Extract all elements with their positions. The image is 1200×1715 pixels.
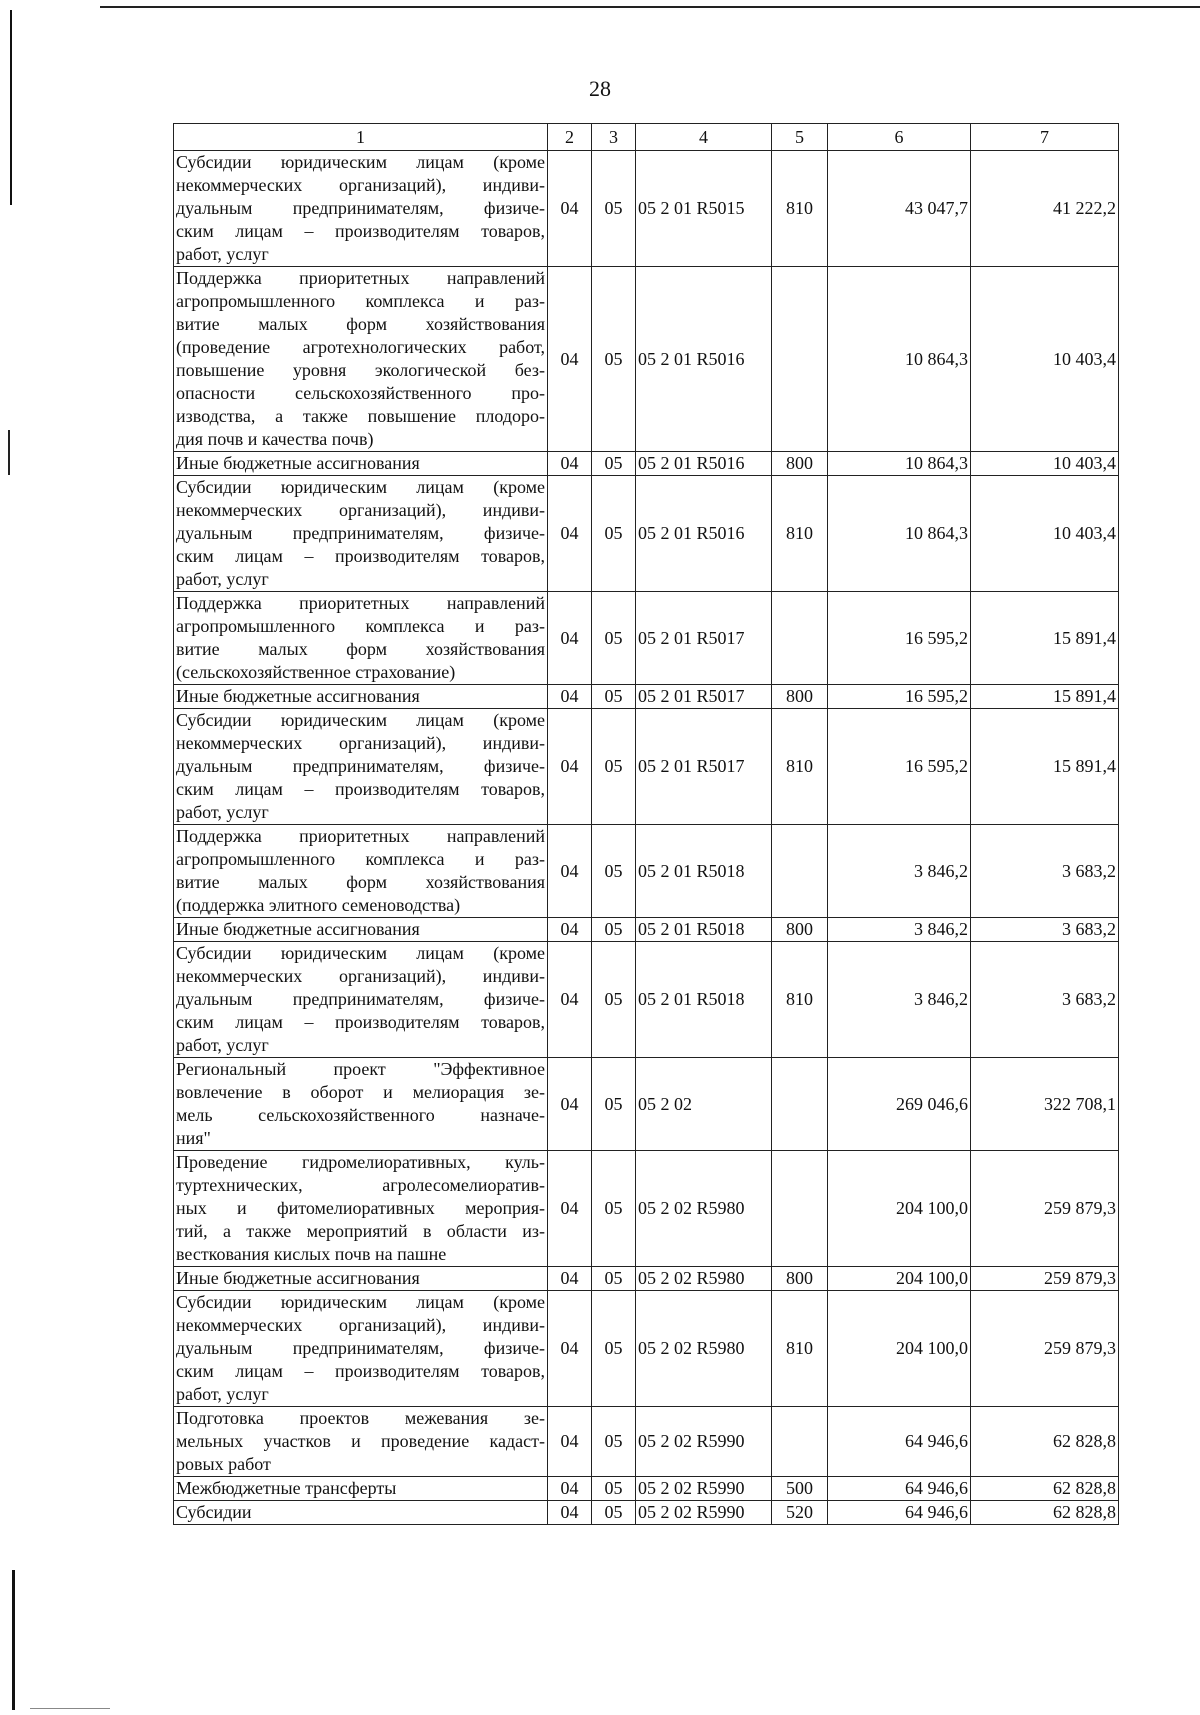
table-header-row <box>174 124 1119 151</box>
name-line: Субсидии юридическим лицам (кроме <box>176 477 545 497</box>
cell-amount-year-1: 204 100,0 <box>828 1291 971 1407</box>
cell-amount-year-1: 10 864,3 <box>828 452 971 476</box>
cell-name <box>174 942 548 1058</box>
cell-target-code: 05 2 02 R5980 <box>636 1151 772 1267</box>
cell-subsection: 05 <box>592 267 636 452</box>
name-line: Иные бюджетные ассигнования <box>176 686 420 706</box>
cell-amount-year-1: 64 946,6 <box>828 1407 971 1477</box>
cell-target-code: 05 2 01 R5018 <box>636 825 772 918</box>
cell-expense-type <box>772 267 828 452</box>
name-line: Субсидии <box>176 1502 252 1522</box>
cell-subsection: 05 <box>592 1058 636 1151</box>
name-line: дуальным предпринимателям, физиче- <box>176 756 545 776</box>
cell-subsection: 05 <box>592 709 636 825</box>
name-line: агропромышленного комплекса и раз- <box>176 849 545 869</box>
header-cell: 5 <box>772 124 828 151</box>
name-line: дия почв и качества почв) <box>176 429 374 449</box>
name-line: некоммерческих организаций), индиви- <box>176 500 545 520</box>
name-line: ским лицам – производителям товаров, <box>176 779 545 799</box>
table-row <box>174 685 1119 709</box>
cell-amount-year-2: 10 403,4 <box>971 452 1119 476</box>
cell-amount-year-2: 15 891,4 <box>971 685 1119 709</box>
cell-section: 04 <box>548 267 592 452</box>
table-row <box>174 1058 1119 1151</box>
cell-amount-year-2: 41 222,2 <box>971 151 1119 267</box>
name-line: Региональный проект "Эффективное <box>176 1059 545 1079</box>
name-line: Иные бюджетные ассигнования <box>176 453 420 473</box>
cell-expense-type: 810 <box>772 942 828 1058</box>
name-line: некоммерческих организаций), индиви- <box>176 1315 545 1335</box>
cell-amount-year-2: 259 879,3 <box>971 1267 1119 1291</box>
cell-amount-year-1: 269 046,6 <box>828 1058 971 1151</box>
cell-subsection: 05 <box>592 476 636 592</box>
name-line: (поддержка элитного семеноводства) <box>176 895 461 915</box>
cell-section: 04 <box>548 452 592 476</box>
cell-expense-type: 800 <box>772 1267 828 1291</box>
name-line: работ, услуг <box>176 569 269 589</box>
cell-expense-type <box>772 1151 828 1267</box>
name-line: дуальным предпринимателям, физиче- <box>176 989 545 1009</box>
scan-edge-mark <box>8 430 10 475</box>
cell-name <box>174 151 548 267</box>
header-cell: 2 <box>548 124 592 151</box>
cell-expense-type: 500 <box>772 1477 828 1501</box>
cell-expense-type: 810 <box>772 476 828 592</box>
cell-name <box>174 685 548 709</box>
table-row <box>174 476 1119 592</box>
cell-amount-year-2: 62 828,8 <box>971 1477 1119 1501</box>
name-line: некоммерческих организаций), индиви- <box>176 175 545 195</box>
name-line: Поддержка приоритетных направлений <box>176 826 545 846</box>
cell-name <box>174 709 548 825</box>
cell-name <box>174 1151 548 1267</box>
name-line: работ, услуг <box>176 244 269 264</box>
name-line: опасности сельскохозяйственного про- <box>176 383 545 403</box>
table-row <box>174 709 1119 825</box>
cell-section: 04 <box>548 1151 592 1267</box>
cell-section: 04 <box>548 1477 592 1501</box>
cell-target-code: 05 2 01 R5017 <box>636 592 772 685</box>
cell-amount-year-2: 259 879,3 <box>971 1291 1119 1407</box>
name-line: ским лицам – производителям товаров, <box>176 221 545 241</box>
name-line: Поддержка приоритетных направлений <box>176 268 545 288</box>
header-cell: 6 <box>828 124 971 151</box>
header-cell: 3 <box>592 124 636 151</box>
name-line: Иные бюджетные ассигнования <box>176 1268 420 1288</box>
cell-amount-year-2: 10 403,4 <box>971 267 1119 452</box>
page-number: 28 <box>589 76 611 101</box>
cell-subsection: 05 <box>592 1501 636 1525</box>
name-line: агропромышленного комплекса и раз- <box>176 616 545 636</box>
table-row <box>174 452 1119 476</box>
cell-amount-year-2: 3 683,2 <box>971 918 1119 942</box>
name-line: вовлечение в оборот и мелиорация зе- <box>176 1082 545 1102</box>
table-row <box>174 592 1119 685</box>
cell-subsection: 05 <box>592 1291 636 1407</box>
cell-amount-year-1: 3 846,2 <box>828 825 971 918</box>
cell-amount-year-2: 62 828,8 <box>971 1501 1119 1525</box>
name-line: ных и фитомелиоративных мероприя- <box>176 1198 545 1218</box>
cell-amount-year-2: 10 403,4 <box>971 476 1119 592</box>
name-line: (сельскохозяйственное страхование) <box>176 662 456 682</box>
table-row <box>174 267 1119 452</box>
cell-amount-year-1: 10 864,3 <box>828 476 971 592</box>
cell-section: 04 <box>548 1407 592 1477</box>
name-line: ским лицам – производителям товаров, <box>176 1361 545 1381</box>
name-line: работ, услуг <box>176 802 269 822</box>
cell-section: 04 <box>548 592 592 685</box>
cell-target-code: 05 2 01 R5016 <box>636 452 772 476</box>
cell-expense-type: 810 <box>772 709 828 825</box>
name-line: Подготовка проектов межевания зе- <box>176 1408 545 1428</box>
cell-expense-type: 810 <box>772 151 828 267</box>
name-line: изводства, а также повышение плодоро- <box>176 406 545 426</box>
table-row <box>174 1151 1119 1267</box>
cell-subsection: 05 <box>592 452 636 476</box>
name-line: дуальным предпринимателям, физиче- <box>176 198 545 218</box>
cell-expense-type <box>772 825 828 918</box>
cell-amount-year-1: 64 946,6 <box>828 1501 971 1525</box>
cell-subsection: 05 <box>592 685 636 709</box>
cell-name <box>174 918 548 942</box>
cell-amount-year-1: 3 846,2 <box>828 942 971 1058</box>
cell-section: 04 <box>548 1058 592 1151</box>
cell-amount-year-2: 259 879,3 <box>971 1151 1119 1267</box>
name-line: витие малых форм хозяйствования <box>176 314 545 334</box>
cell-name <box>174 452 548 476</box>
cell-amount-year-1: 16 595,2 <box>828 592 971 685</box>
cell-name <box>174 476 548 592</box>
cell-name <box>174 1291 548 1407</box>
cell-amount-year-2: 15 891,4 <box>971 592 1119 685</box>
cell-target-code: 05 2 01 R5018 <box>636 918 772 942</box>
cell-target-code: 05 2 01 R5016 <box>636 267 772 452</box>
name-line: работ, услуг <box>176 1384 269 1404</box>
budget-table <box>173 123 1119 1525</box>
name-line: Проведение гидромелиоративных, куль- <box>176 1152 545 1172</box>
name-line: Субсидии юридическим лицам (кроме <box>176 1292 545 1312</box>
cell-amount-year-1: 43 047,7 <box>828 151 971 267</box>
cell-amount-year-1: 64 946,6 <box>828 1477 971 1501</box>
cell-section: 04 <box>548 476 592 592</box>
scan-edge-mark <box>10 10 12 205</box>
cell-target-code: 05 2 02 R5990 <box>636 1501 772 1525</box>
table-row <box>174 1501 1119 1525</box>
cell-subsection: 05 <box>592 825 636 918</box>
cell-expense-type: 810 <box>772 1291 828 1407</box>
name-line: ровых работ <box>176 1454 271 1474</box>
table-row <box>174 1267 1119 1291</box>
cell-section: 04 <box>548 942 592 1058</box>
name-line: ния" <box>176 1128 211 1148</box>
cell-name <box>174 1267 548 1291</box>
name-line: повышение уровня экологической без- <box>176 360 545 380</box>
cell-name <box>174 1501 548 1525</box>
cell-expense-type <box>772 1407 828 1477</box>
cell-target-code: 05 2 01 R5017 <box>636 709 772 825</box>
cell-expense-type: 520 <box>772 1501 828 1525</box>
cell-section: 04 <box>548 151 592 267</box>
cell-section: 04 <box>548 1267 592 1291</box>
name-line: агропромышленного комплекса и раз- <box>176 291 545 311</box>
cell-name <box>174 267 548 452</box>
table-row <box>174 942 1119 1058</box>
cell-target-code: 05 2 01 R5015 <box>636 151 772 267</box>
cell-target-code: 05 2 01 R5018 <box>636 942 772 1058</box>
name-line: работ, услуг <box>176 1035 269 1055</box>
cell-expense-type <box>772 592 828 685</box>
header-cell: 1 <box>174 124 548 151</box>
name-line: тий, а также мероприятий в области из- <box>176 1221 545 1241</box>
cell-target-code: 05 2 02 R5990 <box>636 1477 772 1501</box>
cell-expense-type: 800 <box>772 918 828 942</box>
cell-section: 04 <box>548 1501 592 1525</box>
table-row <box>174 1477 1119 1501</box>
name-line: Субсидии юридическим лицам (кроме <box>176 710 545 730</box>
name-line: Субсидии юридическим лицам (кроме <box>176 943 545 963</box>
cell-expense-type: 800 <box>772 452 828 476</box>
name-line: туртехнических, агролесомелиоратив- <box>176 1175 545 1195</box>
cell-section: 04 <box>548 709 592 825</box>
table-row <box>174 1407 1119 1477</box>
cell-amount-year-1: 16 595,2 <box>828 685 971 709</box>
table-row <box>174 918 1119 942</box>
cell-amount-year-2: 62 828,8 <box>971 1407 1119 1477</box>
cell-subsection: 05 <box>592 1267 636 1291</box>
cell-amount-year-2: 3 683,2 <box>971 942 1119 1058</box>
cell-subsection: 05 <box>592 1151 636 1267</box>
cell-amount-year-1: 204 100,0 <box>828 1267 971 1291</box>
cell-expense-type: 800 <box>772 685 828 709</box>
cell-target-code: 05 2 02 R5980 <box>636 1291 772 1407</box>
scan-edge-top <box>100 6 1200 8</box>
table-row <box>174 1291 1119 1407</box>
name-line: дуальным предпринимателям, физиче- <box>176 523 545 543</box>
cell-amount-year-2: 15 891,4 <box>971 709 1119 825</box>
cell-section: 04 <box>548 1291 592 1407</box>
cell-name <box>174 592 548 685</box>
header-cell: 4 <box>636 124 772 151</box>
cell-amount-year-1: 16 595,2 <box>828 709 971 825</box>
name-line: витие малых форм хозяйствования <box>176 872 545 892</box>
name-line: витие малых форм хозяйствования <box>176 639 545 659</box>
table-row <box>174 151 1119 267</box>
name-line: дуальным предпринимателям, физиче- <box>176 1338 545 1358</box>
name-line: ским лицам – производителям товаров, <box>176 546 545 566</box>
cell-subsection: 05 <box>592 1477 636 1501</box>
cell-target-code: 05 2 02 R5980 <box>636 1267 772 1291</box>
cell-target-code: 05 2 02 <box>636 1058 772 1151</box>
cell-section: 04 <box>548 685 592 709</box>
cell-section: 04 <box>548 918 592 942</box>
header-cell: 7 <box>971 124 1119 151</box>
scan-edge-bottom <box>30 1708 110 1709</box>
cell-subsection: 05 <box>592 592 636 685</box>
cell-name <box>174 1058 548 1151</box>
name-line: мель сельскохозяйственного назначе- <box>176 1105 545 1125</box>
name-line: некоммерческих организаций), индиви- <box>176 733 545 753</box>
name-line: мельных участков и проведение кадаст- <box>176 1431 545 1451</box>
name-line: Поддержка приоритетных направлений <box>176 593 545 613</box>
name-line: Межбюджетные трансферты <box>176 1478 397 1498</box>
cell-amount-year-2: 3 683,2 <box>971 825 1119 918</box>
cell-subsection: 05 <box>592 1407 636 1477</box>
name-line: весткования кислых почв на пашне <box>176 1244 447 1264</box>
scan-edge-mark <box>12 1570 15 1710</box>
table-row <box>174 825 1119 918</box>
cell-subsection: 05 <box>592 918 636 942</box>
cell-subsection: 05 <box>592 942 636 1058</box>
cell-target-code: 05 2 01 R5017 <box>636 685 772 709</box>
cell-target-code: 05 2 01 R5016 <box>636 476 772 592</box>
cell-amount-year-1: 3 846,2 <box>828 918 971 942</box>
cell-expense-type <box>772 1058 828 1151</box>
cell-amount-year-2: 322 708,1 <box>971 1058 1119 1151</box>
name-line: Иные бюджетные ассигнования <box>176 919 420 939</box>
cell-amount-year-1: 204 100,0 <box>828 1151 971 1267</box>
cell-name <box>174 1477 548 1501</box>
name-line: Субсидии юридическим лицам (кроме <box>176 152 545 172</box>
cell-name <box>174 1407 548 1477</box>
cell-section: 04 <box>548 825 592 918</box>
cell-subsection: 05 <box>592 151 636 267</box>
name-line: (проведение агротехнологических работ, <box>176 337 545 357</box>
name-line: ским лицам – производителям товаров, <box>176 1012 545 1032</box>
cell-amount-year-1: 10 864,3 <box>828 267 971 452</box>
cell-name <box>174 825 548 918</box>
name-line: некоммерческих организаций), индиви- <box>176 966 545 986</box>
cell-target-code: 05 2 02 R5990 <box>636 1407 772 1477</box>
